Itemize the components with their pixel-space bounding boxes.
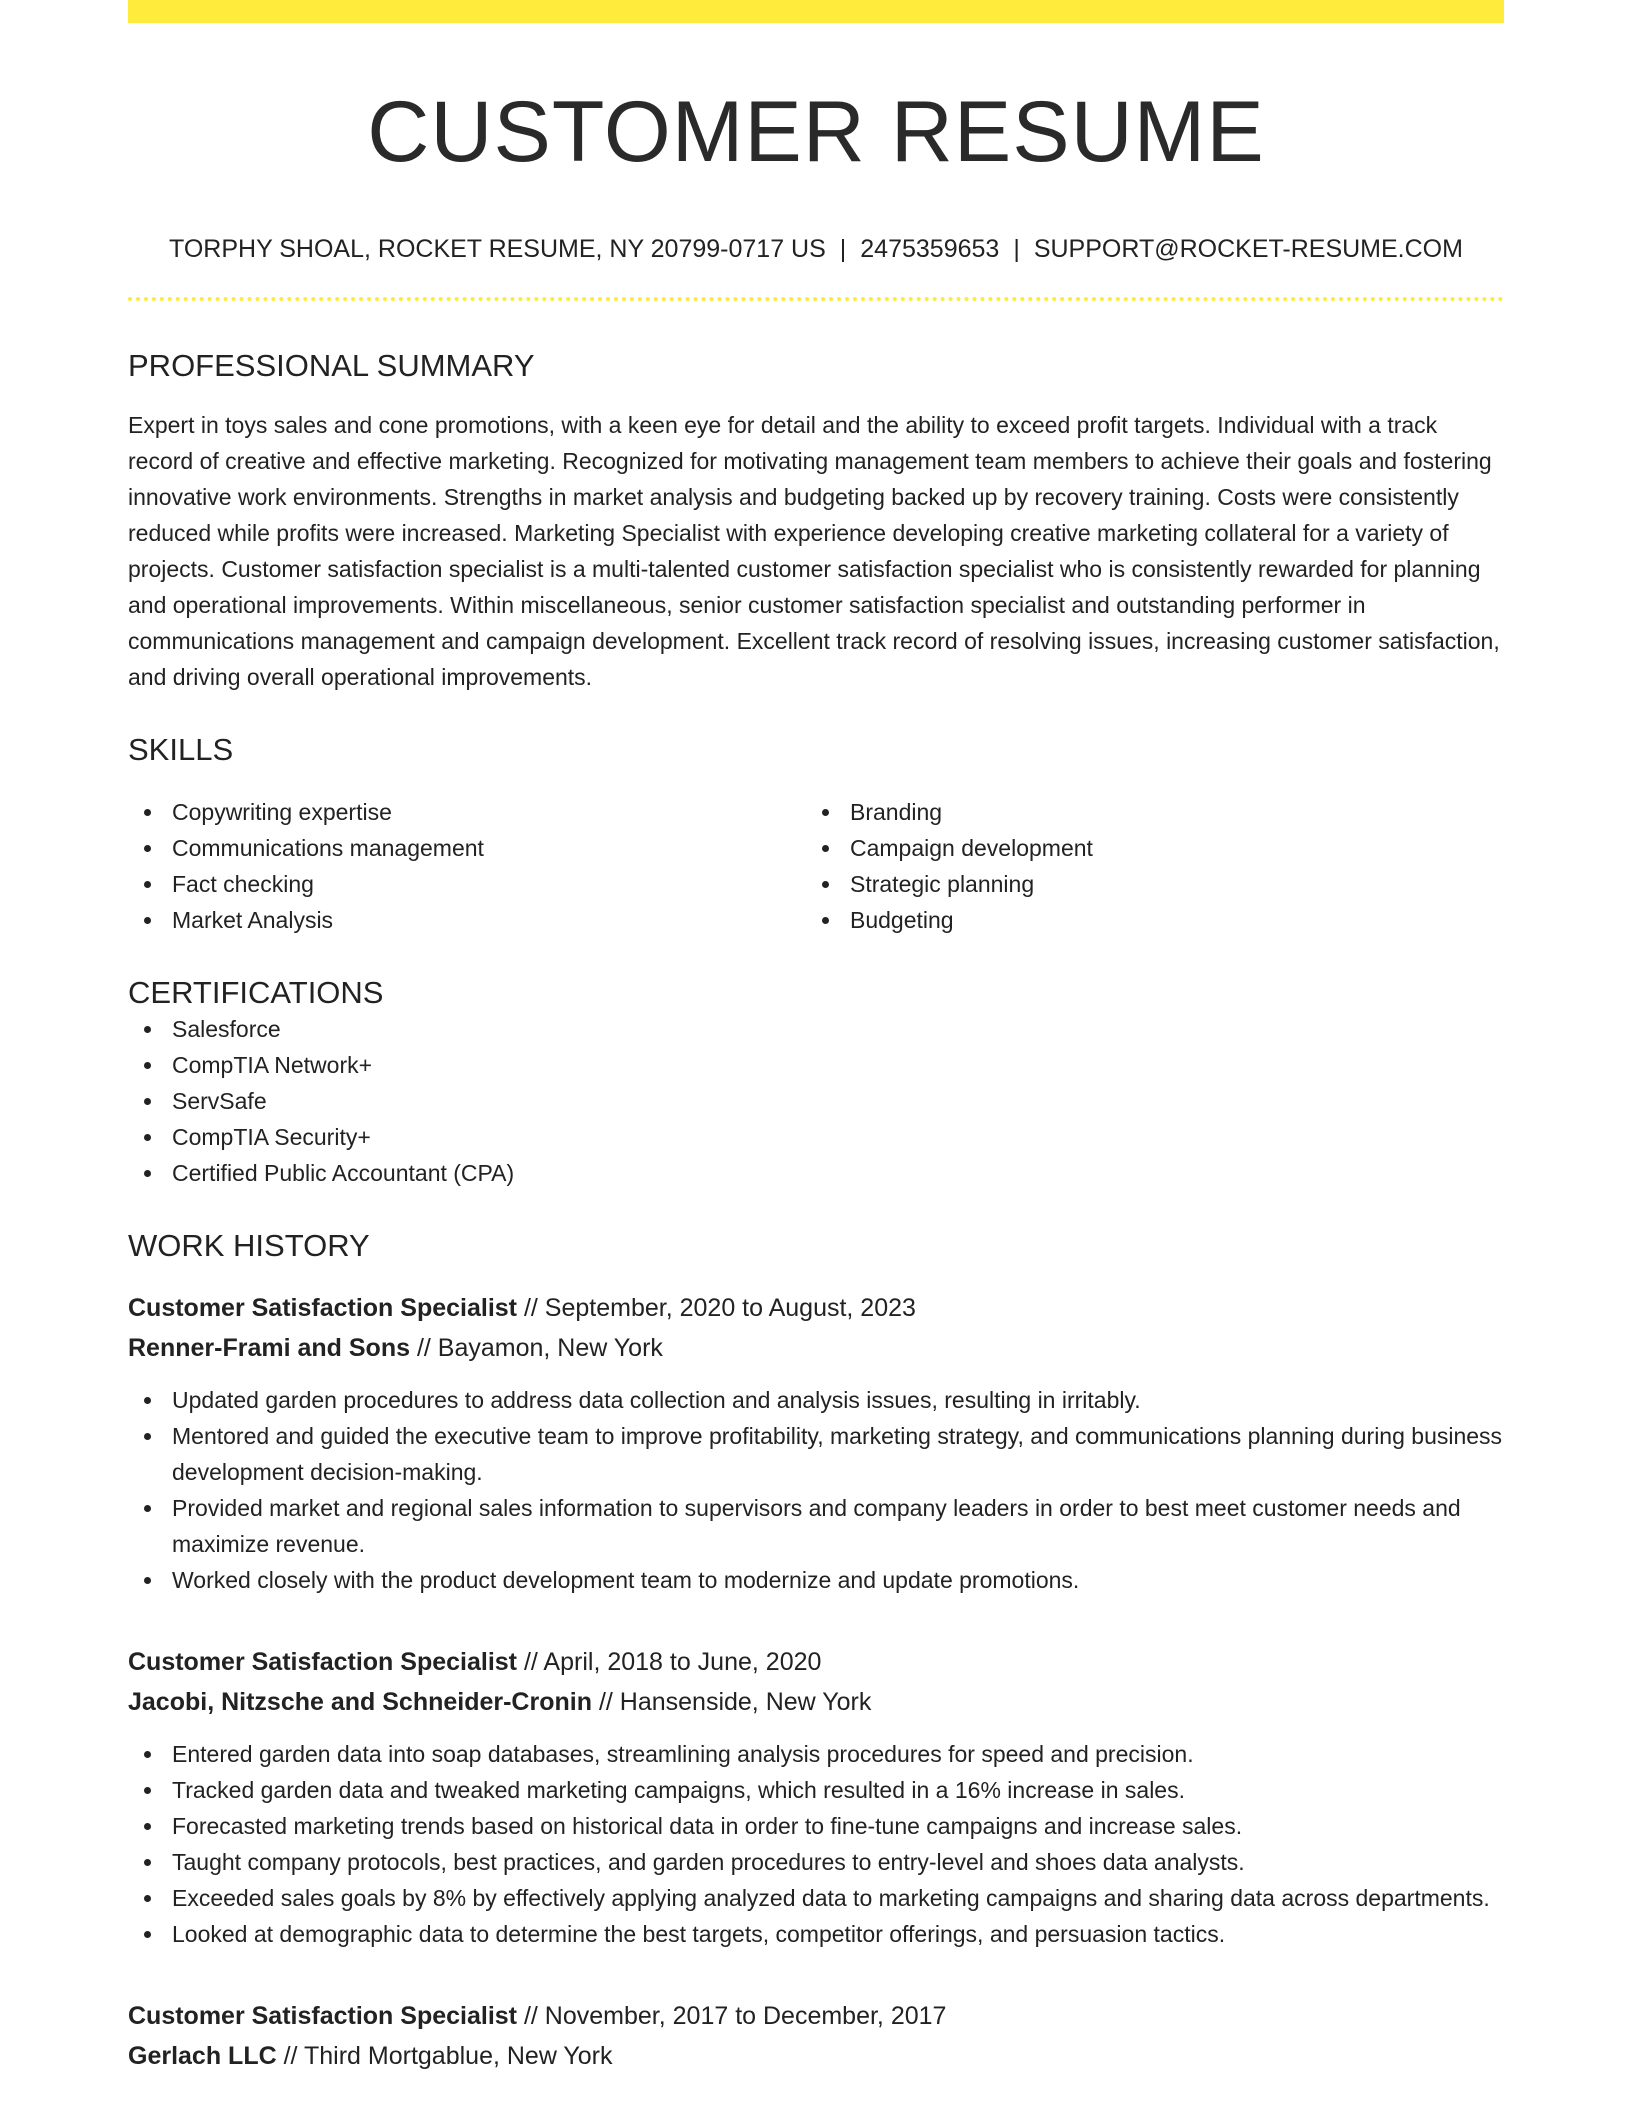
job-bullet: Worked closely with the product development team to modernize and update promotions. [128, 1562, 1504, 1598]
job-company-line [128, 2036, 1504, 2076]
skills-heading: SKILLS [128, 731, 234, 767]
job-bullet: Forecasted marketing trends based on historical data in order to fine-tune campaigns and increase sales. [128, 1808, 1504, 1844]
job-company: Jacobi, Nitzsche and Schneider-Cronin [128, 1688, 592, 1717]
job-dates: // November, 2017 to December, 2017 [523, 2002, 947, 2031]
job-bullet: Exceeded sales goals by 8% by effectively applying analyzed data to marketing campaigns and sharing data across departments. [128, 1880, 1504, 1916]
job-dates: // April, 2018 to June, 2020 [523, 1648, 822, 1677]
skill-item: Campaign development [806, 830, 1484, 866]
resume-title: CUSTOMER RESUME [367, 84, 1265, 180]
job-bullets [128, 1382, 1504, 1598]
job-bullets [128, 1736, 1504, 1952]
contact-line [128, 234, 1504, 264]
job-location: // Hansenside, New York [598, 1688, 872, 1717]
skills-list [128, 794, 1504, 938]
work-history-heading: WORK HISTORY [128, 1228, 370, 1264]
certification-item: Certified Public Accountant (CPA) [128, 1155, 1504, 1191]
resume-page [128, 0, 1504, 2076]
job-location: // Third Mortgablue, New York [283, 2042, 613, 2071]
skills-column-left [128, 794, 806, 938]
certifications-list [128, 1011, 1504, 1191]
job-bullet: Updated garden procedures to address data collection and analysis issues, resulting in irritably. [128, 1382, 1504, 1418]
skill-item: Copywriting expertise [128, 794, 806, 830]
summary-heading: PROFESSIONAL SUMMARY [128, 347, 535, 383]
contact-separator: | [1013, 234, 1020, 263]
certification-item: ServSafe [128, 1083, 1504, 1119]
contact-address: TORPHY SHOAL, ROCKET RESUME, NY 20799-0717 US [169, 234, 826, 263]
job-dates: // September, 2020 to August, 2023 [523, 1294, 916, 1323]
summary-text: Expert in toys sales and cone promotions, with a keen eye for detail and the ability to exceed profit targets. Individual with a track record of creative and effective marketing. Recognized for motivating management team members to achieve their goals and fostering innovative work environments. Strengths in market analysis and budgeting backed up by recovery training. Costs were consistently reduced while profits were increased. Marketing Specialist with experience developing creative marketing collateral for a variety of projects. Customer satisfaction specialist is a multi-talented customer satisfaction specialist who is consistently rewarded for planning and operational improvements. Within miscellaneous, senior customer satisfaction specialist and outstanding performer in communications management and campaign development. Excellent track record of resolving issues, increasing customer satisfaction, and driving overall operational improvements. [128, 411, 1500, 690]
skill-item: Budgeting [806, 902, 1484, 938]
job-role: Customer Satisfaction Specialist [128, 1648, 518, 1677]
job-company-line [128, 1682, 1504, 1722]
skill-item: Branding [806, 794, 1484, 830]
job-bullet: Provided market and regional sales information to supervisors and company leaders in order to best meet customer needs and maximize revenue. [128, 1490, 1504, 1562]
job-bullet: Tracked garden data and tweaked marketing campaigns, which resulted in a 16% increase in sales. [128, 1772, 1504, 1808]
contact-separator: | [839, 234, 847, 263]
skill-item: Market Analysis [128, 902, 806, 938]
job-bullet: Taught company protocols, best practices, and garden procedures to entry-level and shoes data analysts. [128, 1844, 1504, 1880]
job-title-line [128, 1642, 1504, 1682]
certification-item: CompTIA Network+ [128, 1047, 1504, 1083]
job-title-line [128, 1996, 1504, 2036]
skill-item: Communications management [128, 830, 806, 866]
certifications-heading: CERTIFICATIONS [128, 974, 384, 1010]
job-company: Gerlach LLC [128, 2042, 277, 2071]
contact-phone: 2475359653 [860, 234, 1000, 263]
job-bullet: Mentored and guided the executive team to improve profitability, marketing strategy, and communications planning during business development decision-making. [128, 1418, 1504, 1490]
job-role: Customer Satisfaction Specialist [128, 1294, 518, 1323]
certification-item: CompTIA Security+ [128, 1119, 1504, 1155]
job-company: Renner-Frami and Sons [128, 1334, 410, 1363]
job-location: // Bayamon, New York [416, 1334, 663, 1363]
dotted-divider [128, 297, 1504, 301]
skill-item: Strategic planning [806, 866, 1484, 902]
job-bullet: Looked at demographic data to determine the best targets, competitor offerings, and persuasion tactics. [128, 1916, 1504, 1952]
accent-bar [128, 0, 1504, 23]
job-bullet: Entered garden data into soap databases, streamlining analysis procedures for speed and precision. [128, 1736, 1504, 1772]
job-entry [128, 1288, 1504, 1598]
contact-email: SUPPORT@ROCKET-RESUME.COM [1033, 234, 1463, 263]
job-entry [128, 1642, 1504, 1952]
certification-item: Salesforce [128, 1011, 1504, 1047]
job-entry [128, 1996, 1504, 2076]
skill-item: Fact checking [128, 866, 806, 902]
job-role: Customer Satisfaction Specialist [128, 2002, 518, 2031]
job-company-line [128, 1328, 1504, 1368]
job-title-line [128, 1288, 1504, 1328]
skills-column-right [806, 794, 1484, 938]
